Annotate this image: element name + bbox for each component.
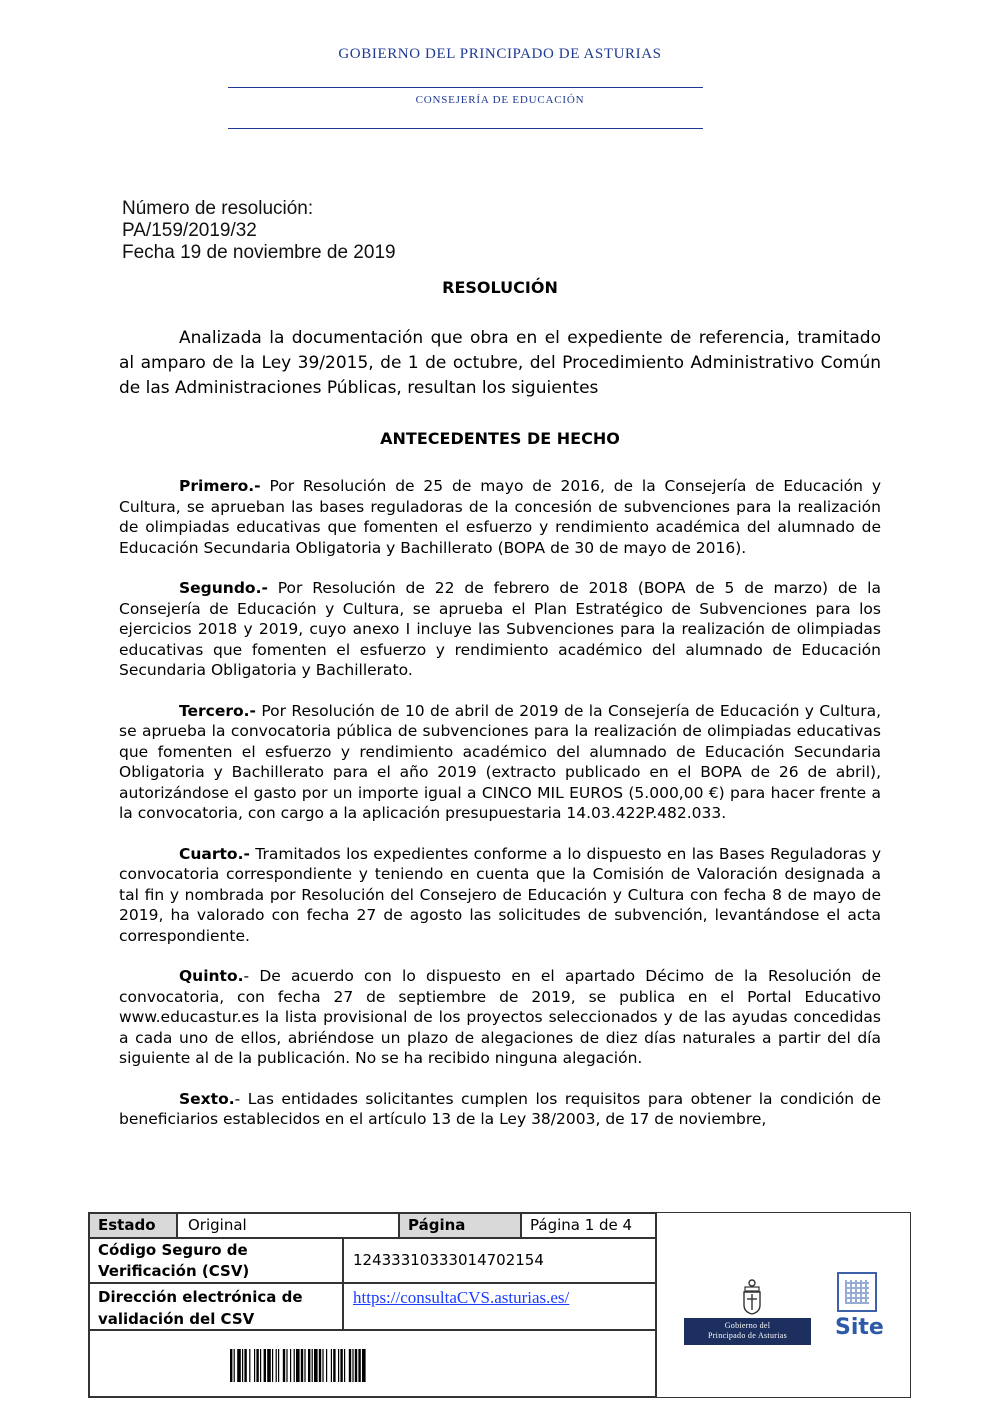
barcode-bar bbox=[308, 1349, 310, 1382]
barcode-bar bbox=[237, 1349, 241, 1382]
gobierno-logo bbox=[684, 1318, 811, 1345]
antecedente-label: Cuarto.- bbox=[179, 844, 250, 863]
barcode-bar bbox=[326, 1349, 327, 1382]
organization-title: GOBIERNO DEL PRINCIPADO DE ASTURIAS bbox=[338, 46, 662, 62]
antecedente-label: Segundo.- bbox=[179, 579, 268, 597]
barcode-bar bbox=[272, 1349, 273, 1382]
barcode-bar bbox=[312, 1349, 313, 1382]
barcode-bar bbox=[260, 1349, 261, 1382]
barcode-bar bbox=[256, 1349, 258, 1382]
antecedente-paragraph bbox=[119, 578, 881, 681]
section-title: ANTECEDENTES DE HECHO bbox=[380, 429, 620, 448]
estado-value: Original bbox=[188, 1216, 247, 1234]
barcode-bar bbox=[338, 1349, 339, 1382]
logo-line-2: Principado de Asturias bbox=[707, 1331, 788, 1340]
validation-footer bbox=[88, 1212, 911, 1398]
barcode-bar bbox=[344, 1349, 345, 1382]
pagina-label: Página bbox=[408, 1216, 466, 1234]
url-label: Dirección electrónica de validación del CSV bbox=[98, 1288, 303, 1328]
barcode-bar bbox=[283, 1349, 285, 1382]
barcode-bar bbox=[296, 1349, 300, 1382]
resolution-number: PA/159/2019/32 bbox=[122, 220, 257, 241]
antecedente-label: Sexto. bbox=[179, 1089, 235, 1108]
logos-cell bbox=[656, 1213, 911, 1397]
url-value-cell bbox=[343, 1283, 656, 1330]
barcode-image bbox=[230, 1349, 418, 1382]
csv-value-cell bbox=[343, 1238, 656, 1283]
barcode-bar bbox=[322, 1349, 323, 1382]
barcode-bar bbox=[242, 1349, 243, 1382]
header-divider-bottom bbox=[228, 128, 703, 129]
csv-value: 12433310333014702154 bbox=[353, 1251, 544, 1269]
logo-line-1: Gobierno del bbox=[724, 1321, 771, 1330]
document-title: RESOLUCIÓN bbox=[442, 278, 558, 297]
antecedente-label: Quinto. bbox=[179, 967, 244, 985]
antecedente-paragraph bbox=[119, 966, 881, 1069]
validation-link[interactable]: https://consultaCVS.asturias.es/ bbox=[353, 1288, 570, 1307]
barcode-bar bbox=[304, 1349, 305, 1382]
barcode-bar bbox=[349, 1349, 351, 1382]
intro-paragraph bbox=[119, 326, 881, 401]
pagina-value-cell bbox=[521, 1213, 656, 1238]
barcode-bar bbox=[254, 1349, 255, 1382]
antecedente-paragraph bbox=[119, 1089, 881, 1130]
antecedente-label: Primero.- bbox=[179, 477, 261, 495]
antecedente-paragraph bbox=[119, 701, 881, 824]
url-label-cell bbox=[89, 1283, 343, 1330]
barcode-bar bbox=[286, 1349, 287, 1382]
barcode-bar bbox=[234, 1349, 235, 1382]
barcode-bar bbox=[319, 1349, 321, 1382]
barcode-bar bbox=[230, 1349, 232, 1382]
pagina-value: Página 1 de 4 bbox=[530, 1216, 633, 1234]
antecedente-text: Por Resolución de 25 de mayo de 2016, de la Consejería de Educación y Cultura, se aprueban las bases reguladoras de la concesión de subvenciones para la realización de olimpiadas educativas que fomenten el esfuerzo y rendimiento académica del alumnado de Educación Secundaria Obligatoria y Bachillerato (BOPA de 30 de mayo de 2016). bbox=[119, 477, 881, 557]
barcode-bar bbox=[264, 1349, 266, 1382]
antecedente-text: - De acuerdo con lo dispuesto en el apartado Décimo de la Resolución de convocatoria, con fecha 27 de septiembre de 2019, se publica en el Portal Educativo www.educastur.es la lista provisional de los proyectos seleccionados y de las ayudas concedidas a cada uno de ellos, abriéndose un plazo de alegaciones de diez días naturales a partir del día siguiente al de la publicación. No se ha recibido ninguna alegación. bbox=[119, 967, 881, 1067]
barcode-bar bbox=[333, 1349, 335, 1382]
barcode-bar bbox=[362, 1349, 366, 1382]
antecedente-text: Por Resolución de 10 de abril de 2019 de la Consejería de Educación y Cultura, se aprueba la convocatoria pública de subvenciones para la realización de olimpiadas educativas que fomenten el esfuerzo y rendimiento académico del alumnado de Educación Secundaria Obligatoria y Bachillerato para el año 2019 (extracto publicado en el BOPA de 26 de abril), autorizándose el gasto por un importe igual a CINCO MIL EUROS (5.000,00 €) para hacer frente a la convocatoria, con cargo a la aplicación presupuestaria 14.03.422P.482.033. bbox=[119, 701, 881, 822]
barcode-cell bbox=[89, 1330, 656, 1397]
csv-label-cell bbox=[89, 1238, 343, 1283]
antecedente-text: Por Resolución de 22 de febrero de 2018 (BOPA de 5 de marzo) de la Consejería de Educación y Cultura, se aprueba el Plan Estratégico de Subvenciones para los ejercicios 2018 y 2019, cuyo anexo I incluye las Subvenciones para la realización de olimpiadas educativas que fomenten el esfuerzo y rendimiento académico del alumnado de Educación Secundaria Obligatoria y Bachillerato. bbox=[119, 579, 881, 679]
barcode-bar bbox=[301, 1349, 303, 1382]
intro-text: Analizada la documentación que obra en el expediente de referencia, tramitado al amparo de la Ley 39/2015, de 1 de octubre, del Procedimiento Administrativo Común de las Administraciones Públicas, resultan los siguientes bbox=[119, 328, 881, 398]
antecedente-text: Tramitados los expedientes conforme a lo dispuesto en las Bases Reguladoras y convocatoria correspondiente y teniendo en cuenta que la Comisión de Valoración designada a tal fin y nombrada por Resolución del Consejero de Educación y Cultura con fecha 8 de mayo de 2019, ha valorado con fecha 27 de agosto las solicitudes de subvención, levantándose el acta correspondiente. bbox=[119, 844, 881, 945]
barcode-bar bbox=[294, 1349, 295, 1382]
barcode-bar bbox=[314, 1349, 318, 1382]
site-logo-text: Site bbox=[835, 1315, 884, 1340]
barcode-bar bbox=[244, 1349, 246, 1382]
resolution-number-label: Número de resolución: bbox=[122, 198, 314, 219]
resolution-date: Fecha 19 de noviembre de 2019 bbox=[122, 242, 396, 263]
asturias-crest-icon bbox=[741, 1279, 763, 1315]
estado-label-cell bbox=[89, 1213, 177, 1238]
barcode-bar bbox=[340, 1349, 342, 1382]
site-logo-icon bbox=[837, 1272, 877, 1312]
antecedente-text: - Las entidades solicitantes cumplen los requisitos para obtener la condición de beneficiarios establecidos en el artículo 13 de la Ley 38/2003, de 17 de noviembre, bbox=[119, 1089, 881, 1128]
department-title: CONSEJERÍA DE EDUCACIÓN bbox=[415, 94, 585, 106]
header-divider-top bbox=[228, 87, 703, 88]
antecedente-paragraph bbox=[119, 844, 881, 947]
barcode-bar bbox=[249, 1349, 250, 1382]
barcode-bar bbox=[290, 1349, 291, 1382]
antecedentes-list bbox=[119, 476, 881, 1150]
barcode-bar bbox=[276, 1349, 277, 1382]
estado-label: Estado bbox=[98, 1216, 156, 1234]
barcode-bar bbox=[355, 1349, 357, 1382]
barcode-bar bbox=[267, 1349, 271, 1382]
barcode-bar bbox=[278, 1349, 279, 1382]
pagina-label-cell bbox=[399, 1213, 521, 1238]
estado-value-cell bbox=[177, 1213, 399, 1238]
antecedente-label: Tercero.- bbox=[179, 701, 256, 720]
antecedente-paragraph bbox=[119, 476, 881, 558]
barcode-bar bbox=[352, 1349, 353, 1382]
barcode-bar bbox=[331, 1349, 332, 1382]
resolution-info bbox=[122, 198, 396, 264]
barcode-bar bbox=[358, 1349, 360, 1382]
csv-label: Código Seguro de Verificación (CSV) bbox=[98, 1241, 250, 1280]
